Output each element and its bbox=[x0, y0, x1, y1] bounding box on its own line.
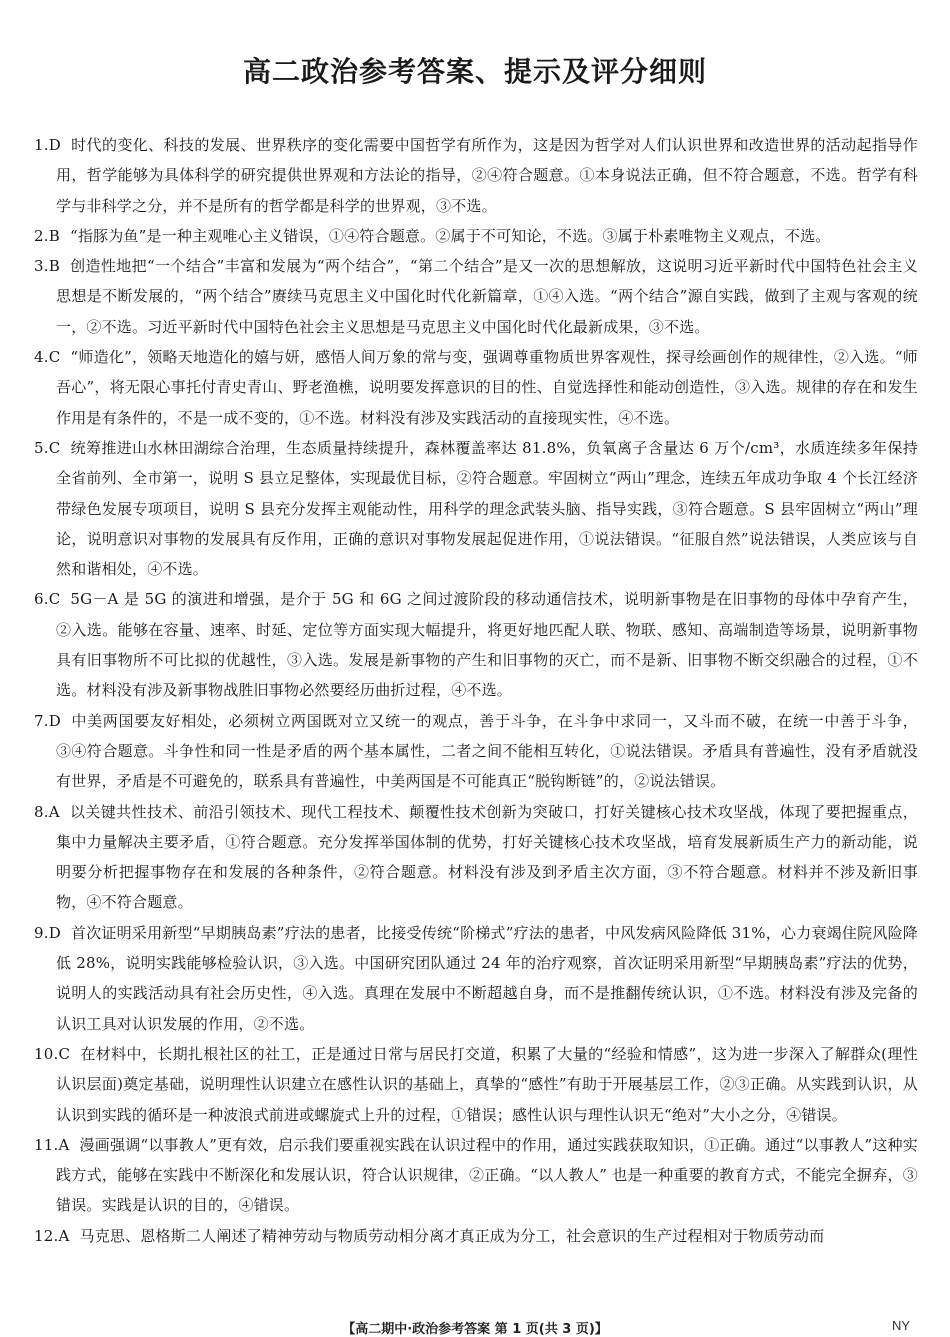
answer-explanation: 5G－A 是 5G 的演进和增强，是介于 5G 和 6G 之间过渡阶段的移动通信技术，说明新事物是在旧事物的母体中孕育产生，②入选。能够在容量、速率、时延、定位等方面实现大幅提升，将更好地匹配人联、物联、感知、高端制造等场景，说明新事物具有旧事物所不可比拟的优越性，③入选。发展是新事物的产生和旧事物的灭亡，而不是新、旧事物不断交织融合的过程，①不选。材料没有涉及新事物战胜旧事物必然要经历曲折过程，④不选。 bbox=[56, 590, 918, 700]
answer-choice: C bbox=[58, 1044, 71, 1063]
question-number: 11. bbox=[34, 1135, 59, 1154]
answer-item bbox=[34, 706, 918, 797]
answer-item bbox=[34, 342, 918, 433]
question-number: 4. bbox=[34, 348, 49, 367]
answer-explanation: 漫画强调“以事教人”更有效，启示我们要重视实践在认识过程中的作用，通过实践获取知识，①正确。通过“以事教人”这种实践方式，能够在实践中不断深化和发展认识，符合认识规律，②正确。“以人教人” 也是一种重要的教育方式，不能完全摒弃，③错误。实践是认识的目的，④错误。 bbox=[56, 1135, 918, 1215]
answer-item bbox=[34, 918, 918, 1039]
answer-explanation: “指豚为鱼”是一种主观唯心主义错误，①④符合题意。②属于不可知论，不选。③属于朴素唯物主义观点，不选。 bbox=[69, 226, 831, 245]
answer-item bbox=[34, 251, 918, 342]
answer-explanation: 在材料中，长期扎根社区的社工，正是通过日常与居民打交道，积累了大量的“经验和情感”，这为进一步深入了解群众(理性认识层面)奠定基础，说明理性认识建立在感性认识的基础上，真挚的“感性”有助于开展基层工作，②③正确。从实践到认识，从认识到实践的循环是一种波浪式前进或螺旋式上升的过程，①错误；感性认识与理性认识无“绝对”大小之分，④错误。 bbox=[56, 1044, 918, 1124]
answer-choice: D bbox=[48, 711, 61, 730]
question-number: 9. bbox=[34, 923, 49, 942]
answer-explanation: 时代的变化、科技的发展、世界秩序的变化需要中国哲学有所作为，这是因为哲学对人们认识世界和改造世界的活动起指导作用，哲学能够为具体科学的研究提供世界观和方法论的指导，②④符合题意。①本身说法正确，但不符合题意，不选。哲学有科学与非科学之分，并不是所有的哲学都是科学的世界观，③不选。 bbox=[56, 136, 918, 215]
answer-choice: A bbox=[48, 802, 60, 821]
answer-item bbox=[34, 1130, 918, 1221]
question-number: 6. bbox=[34, 590, 49, 609]
question-number: 10. bbox=[34, 1044, 59, 1063]
answer-item bbox=[34, 1039, 918, 1130]
question-number: 3. bbox=[34, 257, 49, 276]
question-number: 1. bbox=[34, 136, 49, 154]
answer-choice: A bbox=[58, 1135, 70, 1154]
answer-choice: A bbox=[58, 1226, 70, 1245]
answer-explanation: 首次证明采用新型“早期胰岛素”疗法的患者，比接受传统“阶梯式”疗法的患者，中风发病风险降低 31%，心力衰竭住院风险降低 28%，说明实践能够检验认识，③入选。中国研究团队通过 24 年的治疗观察，首次证明采用新型“早期胰岛素”疗法的优势，说明人的实践活动具有社会历史性，④入选。真理在发展中不断超越自身，而不是推翻传统认识，①不选。材料没有涉及完备的认识工具对认识发展的作用，②不选。 bbox=[56, 923, 918, 1033]
answer-explanation: 马克思、恩格斯二人阐述了精神劳动与物质劳动相分离才真正成为分工，社会意识的生产过程相对于物质劳动而 bbox=[79, 1226, 825, 1245]
question-number: 5. bbox=[34, 438, 49, 457]
answer-choice: C bbox=[48, 348, 61, 367]
answer-explanation: “师造化”，领略天地造化的嬉与妍，感悟人间万象的常与变，强调尊重物质世界客观性，探寻绘画创作的规律性，②入选。“师吾心”，将无限心事托付青史青山、野老渔樵，说明要发挥意识的目的性、自觉选择性和能动创造性，③入选。规律的存在和发生作用是有条件的，不是一成不变的，①不选。材料没有涉及实践活动的直接现实性，④不选。 bbox=[56, 348, 918, 427]
answer-choice: B bbox=[48, 226, 60, 245]
answer-choice: D bbox=[48, 136, 61, 154]
page-title: 高二政治参考答案、提示及评分细则 bbox=[242, 55, 707, 88]
answer-explanation: 统筹推进山水林田湖综合治理，生态质量持续提升，森林覆盖率达 81.8%，负氧离子含量达 6 万个/cm³，水质连续多年保持全省前列、全市第一，说明 S 县立足整体，实现最优目标，②符合题意。牢固树立“两山”理念，连续五年成功争取 4 个长江经济带绿色发展专项项目，说明 S 县充分发挥主观能动性，用科学的理念武装头脑、指导实践，③符合题意。S 县牢固树立“两山”理论，说明意识对事物的发展具有反作用，正确的意识对事物发展起促进作用，①说法错误。“征服自然”说法错误，人类应该与自然和谐相处，④不选。 bbox=[56, 438, 918, 579]
question-number: 8. bbox=[34, 802, 49, 821]
answer-list bbox=[34, 130, 918, 1251]
answer-item bbox=[34, 1221, 918, 1251]
answer-choice: D bbox=[48, 923, 61, 942]
answer-choice: C bbox=[48, 590, 61, 609]
question-number: 12. bbox=[34, 1226, 59, 1245]
answer-item bbox=[34, 130, 918, 221]
answer-choice: C bbox=[48, 438, 61, 457]
footer-code: NY bbox=[891, 1318, 910, 1333]
answer-choice: B bbox=[48, 257, 60, 276]
answer-item bbox=[34, 433, 918, 584]
answer-explanation: 创造性地把“一个结合”丰富和发展为“两个结合”，“第二个结合”是又一次的思想解放，这说明习近平新时代中国特色社会主义思想是不断发展的，“两个结合”赓续马克思主义中国化时代化新篇章，①④入选。“两个结合”源自实践，做到了主观与客观的统一，②不选。习近平新时代中国特色社会主义思想是马克思主义中国化时代化最新成果，③不选。 bbox=[56, 257, 918, 336]
answer-explanation: 中美两国要友好相处，必须树立两国既对立又统一的观点，善于斗争，在斗争中求同一，又斗而不破，在统一中善于斗争，③④符合题意。斗争性和同一性是矛盾的两个基本属性，二者之间不能相互转化，①说法错误。矛盾具有普遍性，没有矛盾就没有世界，矛盾是不可避免的，联系具有普遍性，中美两国是不可能真正“脱钩断链”的，②说法错误。 bbox=[56, 711, 918, 791]
answer-item bbox=[34, 797, 918, 918]
question-number: 7. bbox=[34, 711, 49, 730]
answer-item bbox=[34, 584, 918, 705]
page-footer: 【高二期中·政治参考答案 第 1 页(共 3 页)】 bbox=[342, 1322, 608, 1337]
question-number: 2. bbox=[34, 226, 49, 245]
answer-explanation: 以关键共性技术、前沿引领技术、现代工程技术、颠覆性技术创新为突破口，打好关键核心技术攻坚战，体现了要把握重点，集中力量解决主要矛盾，①符合题意。充分发挥举国体制的优势，打好关键核心技术攻坚战，培育发展新质生产力的新动能，说明要分析把握事物存在和发展的各种条件，②符合题意。材料没有涉及到矛盾主次方面，③不符合题意。材料并不涉及新旧事物，④不符合题意。 bbox=[56, 802, 918, 912]
answer-item bbox=[34, 221, 918, 251]
